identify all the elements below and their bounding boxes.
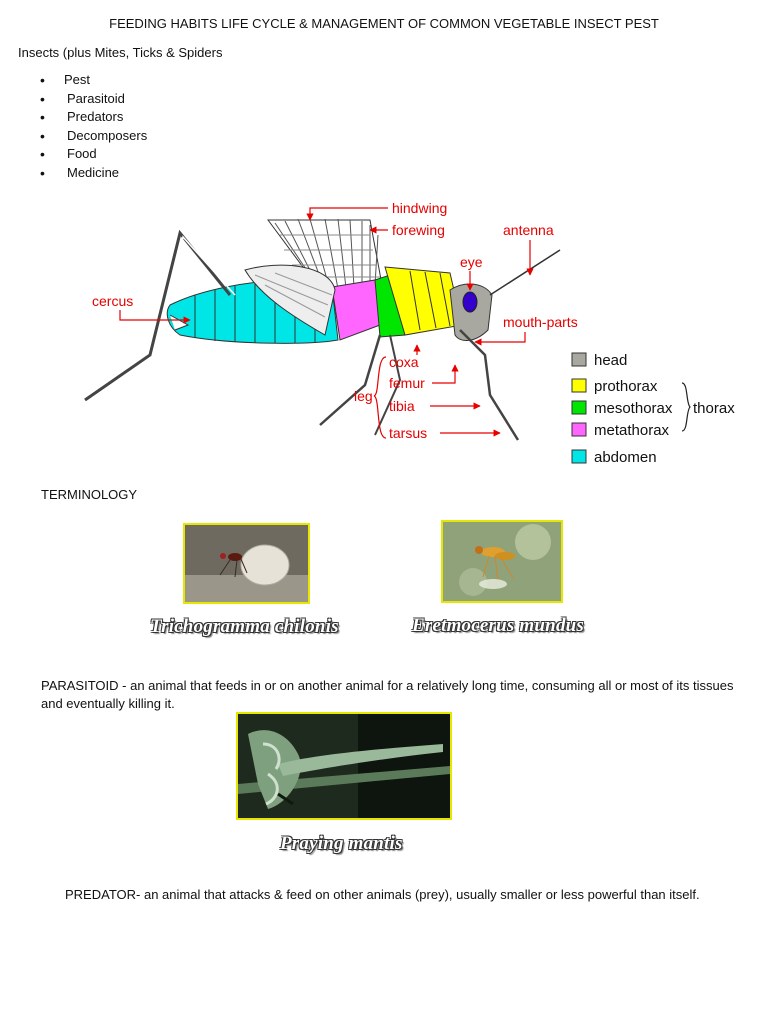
label-antenna: antenna (503, 222, 554, 238)
legend-swatch-abdomen (572, 450, 586, 463)
legend-swatch-metathorax (572, 423, 586, 436)
label-leg: leg (354, 388, 373, 404)
list-item-label: Decomposers (67, 127, 148, 143)
diagram-legend (572, 352, 735, 466)
label-hindwing: hindwing (392, 200, 448, 216)
legend-label-prothorax: prothorax (594, 378, 658, 395)
eretmocerus-image (443, 522, 561, 601)
legend-swatch-prothorax (572, 379, 586, 392)
label-femur: femur (389, 375, 425, 391)
grasshopper-drawing (85, 219, 560, 440)
eretmocerus-photo (441, 520, 563, 603)
list-item-label: Predators (67, 109, 124, 125)
trichogramma-image (185, 525, 308, 602)
legend-label-mesothorax: mesothorax (594, 400, 673, 417)
page-title: FEEDING HABITS LIFE CYCLE & MANAGEMENT OF COMMON VEGETABLE INSECT PEST (109, 16, 659, 31)
bullet-list (40, 71, 147, 183)
praying-mantis-image (238, 714, 450, 818)
legend-swatch-mesothorax (572, 401, 586, 414)
trichogramma-photo (183, 523, 310, 604)
list-item-label: Food (67, 146, 97, 162)
list-item (40, 90, 147, 109)
praying-mantis-photo (236, 712, 452, 820)
label-coxa: coxa (389, 354, 419, 370)
parasitoid-definition: PARASITOID - an animal that feeds in or on another animal for a relatively long time, consuming all or most of its tissues and eventually killing it. (41, 678, 734, 711)
section-heading-terminology: TERMINOLOGY (41, 487, 138, 502)
list-item (40, 127, 147, 146)
caption-eretmocerus: Eretmocerus mundus (412, 615, 585, 636)
label-tarsus: tarsus (389, 425, 428, 441)
list-item-label: Parasitoid (67, 90, 125, 106)
legend-swatch-head (572, 353, 586, 366)
thorax-bracket (682, 383, 690, 431)
label-mouth-parts: mouth-parts (503, 314, 578, 330)
label-forewing: forewing (392, 222, 445, 238)
label-eye: eye (460, 254, 483, 270)
label-cercus: cercus (92, 293, 134, 309)
list-item-label: Medicine (67, 164, 120, 180)
predator-definition: PREDATOR- an animal that attacks & feed on other animals (prey), usually smaller or less powerful than itself. (65, 887, 700, 902)
legend-label-metathorax: metathorax (594, 422, 670, 439)
label-tibia: tibia (389, 398, 415, 414)
legend-label-abdomen: abdomen (594, 449, 657, 466)
list-item (40, 108, 147, 127)
grasshopper-anatomy-diagram (70, 195, 760, 470)
list-item (40, 145, 147, 164)
legend-label-thorax: thorax (693, 400, 735, 417)
intro-text: Insects (plus Mites, Ticks & Spiders (18, 45, 223, 60)
list-item (40, 71, 147, 90)
legend-label-head: head (594, 352, 628, 369)
list-item-label: Pest (64, 72, 91, 87)
caption-praying-mantis: Praying mantis (280, 833, 403, 854)
list-item (40, 164, 147, 183)
caption-trichogramma: Trichogramma chilonis (150, 616, 339, 637)
